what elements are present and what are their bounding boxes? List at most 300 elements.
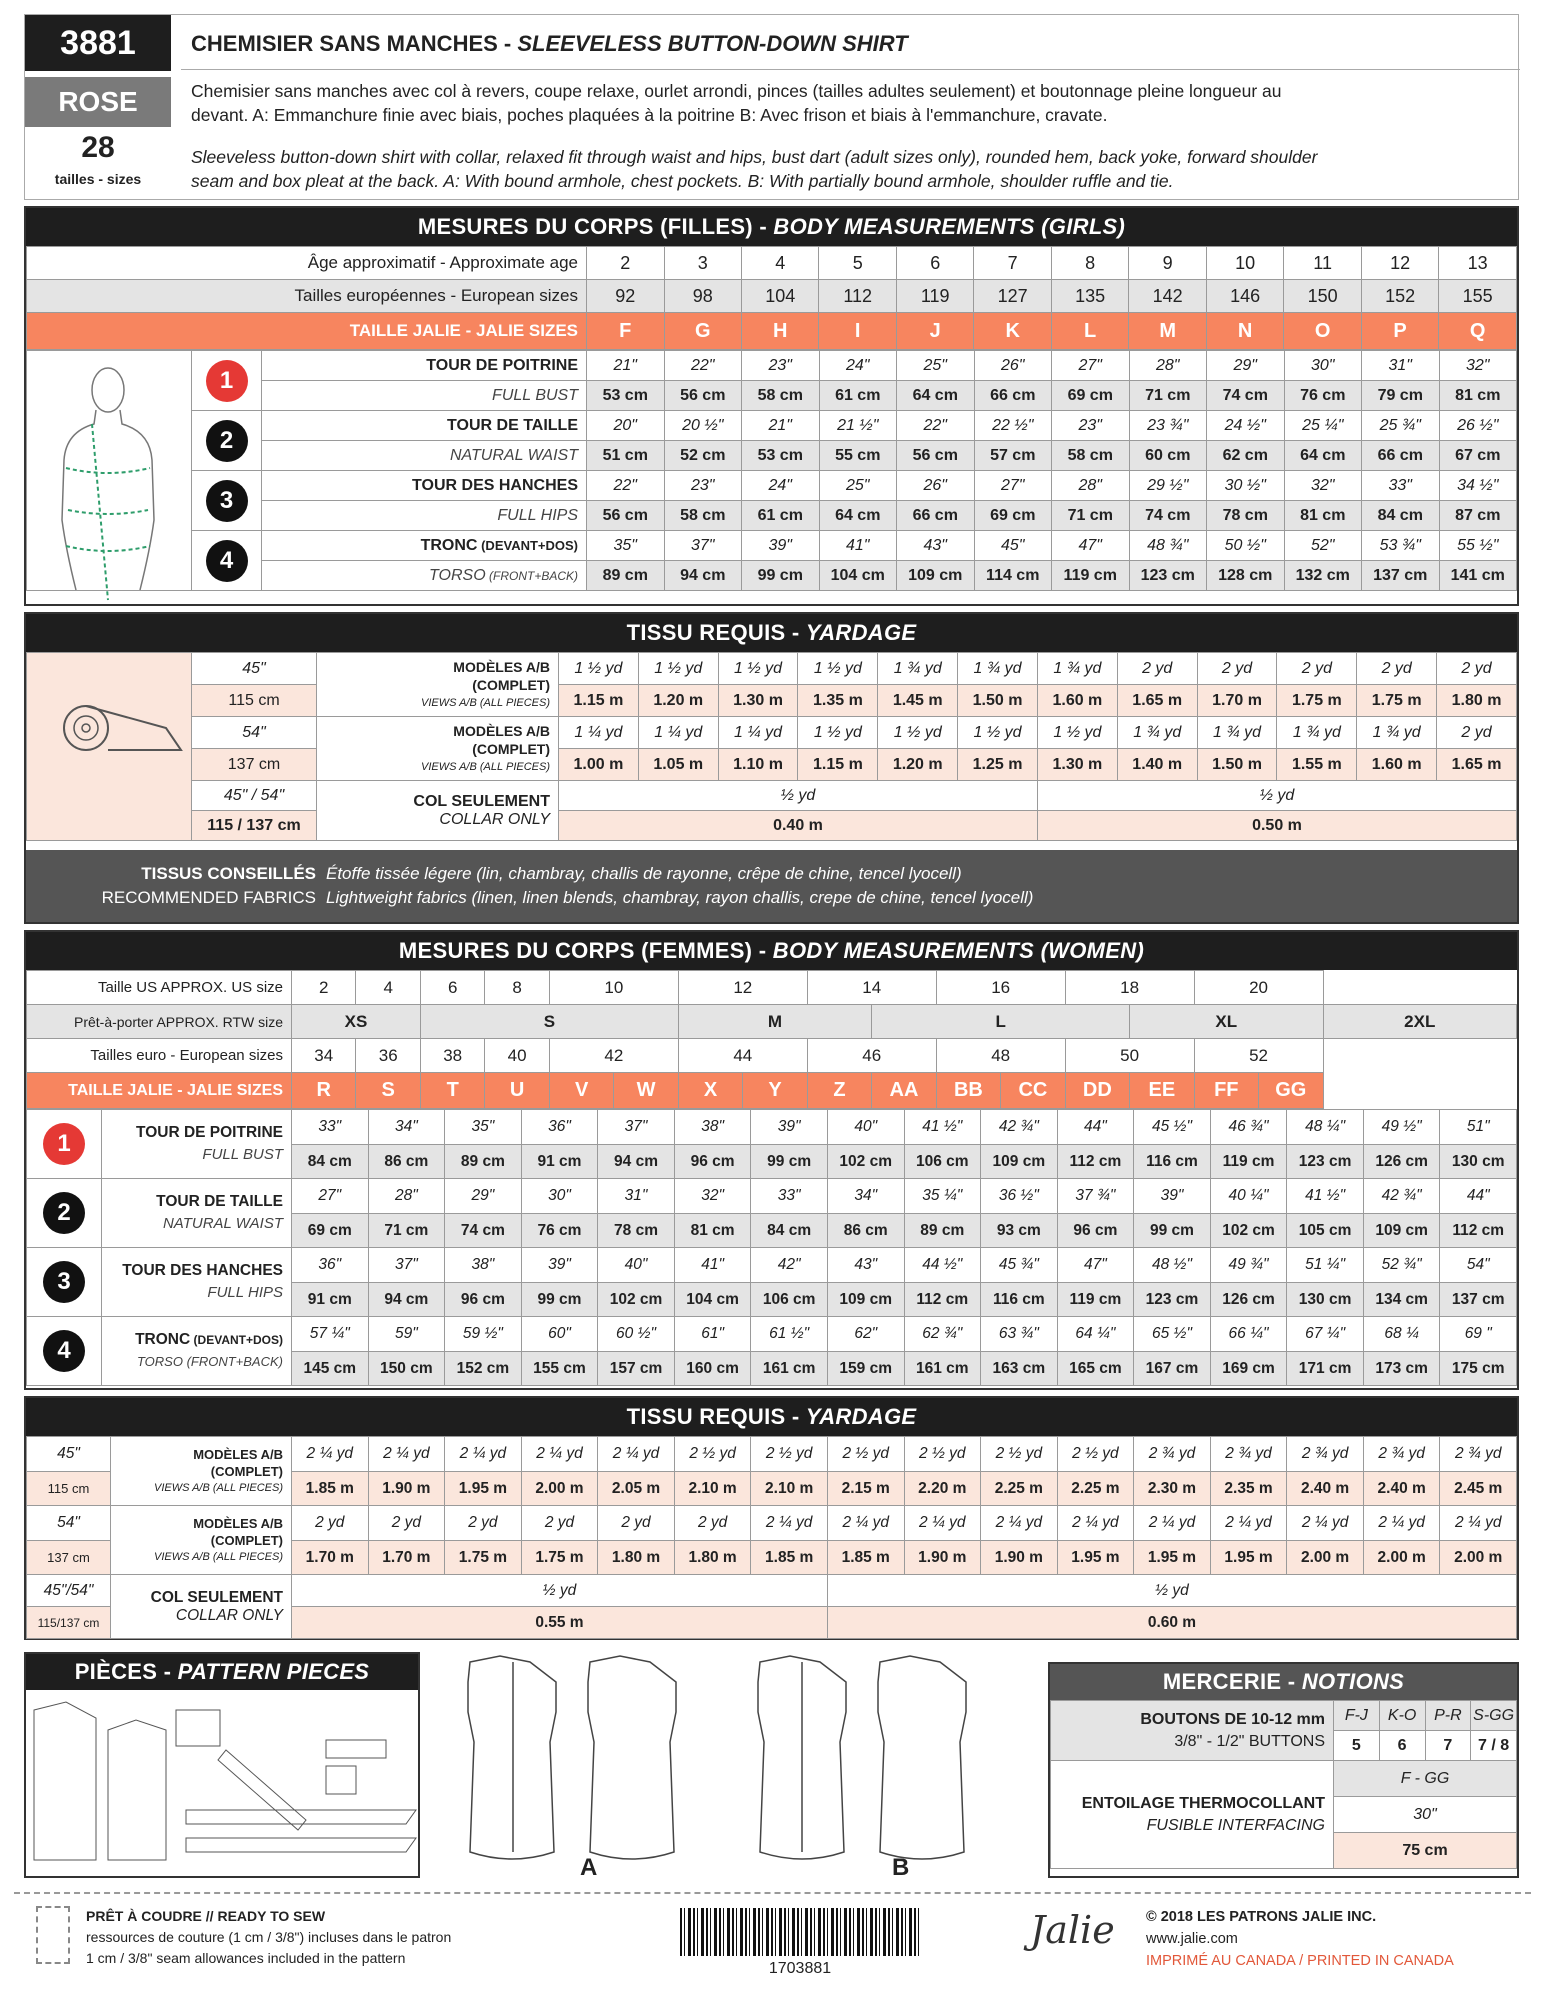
- women-yardage-m-cell: 2.45 m: [1440, 1472, 1517, 1506]
- girls-cm-cell: 128 cm: [1207, 561, 1285, 591]
- girls-inch-cell: 27": [1052, 351, 1130, 381]
- fabrics-en: Lightweight fabrics (linen, linen blends, chambray, rayon challis, crepe de chine, tencel lyocell): [326, 888, 1034, 907]
- girls-cm-cell: 81 cm: [1284, 501, 1362, 531]
- women-yardage-m-cell: 2.10 m: [674, 1472, 751, 1506]
- girls-cm-cell: 74 cm: [1129, 501, 1207, 531]
- women-cm-cell: 105 cm: [1287, 1214, 1364, 1248]
- description-fr: [191, 79, 1511, 127]
- girls-inch-cell: 45": [974, 531, 1052, 561]
- women-inch-cell: 28": [368, 1179, 445, 1214]
- girls-cm-cell: 123 cm: [1129, 561, 1207, 591]
- girls-cm-cell: 137 cm: [1362, 561, 1440, 591]
- collar-yd-1: ½ yd: [292, 1575, 828, 1607]
- measurement-1-badge: 1: [43, 1123, 85, 1165]
- women-rows: [26, 1109, 1517, 1386]
- women-cm-cell: 86 cm: [368, 1145, 445, 1179]
- girls-cm-cell: 132 cm: [1284, 561, 1362, 591]
- girls-cm-cell: 62 cm: [1207, 441, 1285, 471]
- girls-yardage-table: [24, 612, 1519, 924]
- girls-inch-cell: 23": [742, 351, 820, 381]
- view-b-label: B: [892, 1854, 910, 1881]
- girls-cm-cell: 67 cm: [1439, 441, 1517, 471]
- girls-inch-cell: 24": [819, 351, 897, 381]
- measurement-label-en: TORSO (FRONT+BACK): [262, 561, 587, 591]
- girls-inch-cell: 22": [897, 411, 975, 441]
- desc-en-line1: Sleeveless button-down shirt with collar, relaxed fit through waist and hips, bust dart (adult sizes only), rounded hem, back yoke, forward shoulder: [191, 147, 1318, 167]
- women-yardage-m-cell: 1.75 m: [445, 1541, 522, 1575]
- girls-yardage-m-cell: 1.20 m: [878, 749, 958, 781]
- girls-inch-cell: 41": [819, 531, 897, 561]
- women-inch-cell: 68 ¼: [1363, 1317, 1440, 1352]
- women-cm-cell: 150 cm: [368, 1352, 445, 1386]
- us-size-cell: 8: [485, 971, 549, 1005]
- girls-yardage-yd-cell: 1 ¾ yd: [1277, 717, 1357, 749]
- girls-cm-cell: 64 cm: [819, 501, 897, 531]
- us-size-cell: 4: [356, 971, 420, 1005]
- women-inch-cell: 60": [521, 1317, 598, 1352]
- women-jalie-cell: FF: [1194, 1073, 1258, 1109]
- girls-yardage-yd-cell: 2 yd: [1117, 653, 1197, 685]
- women-inch-cell: 62": [827, 1317, 904, 1352]
- women-inch-cell: 36": [521, 1110, 598, 1145]
- recommended-fabrics: [26, 850, 1517, 922]
- girls-inch-cell: 24 ½": [1207, 411, 1285, 441]
- women-inch-cell: 61 ½": [751, 1317, 828, 1352]
- girls-inch-cell: 22": [587, 471, 665, 501]
- women-inch-cell: 33": [751, 1179, 828, 1214]
- women-cm-cell: 161 cm: [751, 1352, 828, 1386]
- girls-yardage-m-cell: 1.70 m: [1197, 685, 1277, 717]
- women-yardage-m-cell: 2.15 m: [827, 1472, 904, 1506]
- women-cm-cell: 94 cm: [368, 1283, 445, 1317]
- girls-cm-cell: 66 cm: [897, 501, 975, 531]
- women-yardage-yd-cell: 2 ½ yd: [674, 1437, 751, 1472]
- website-link[interactable]: www.jalie.com: [1146, 1931, 1238, 1947]
- women-yardage-yd-cell: 2 ¼ yd: [445, 1437, 522, 1472]
- women-yardage-m-cell: 1.90 m: [368, 1472, 445, 1506]
- measurement-number-cell: [192, 351, 262, 411]
- girls-euro-cell: 112: [819, 280, 896, 313]
- women-yardage-rows: [26, 1436, 1517, 1639]
- women-cm-cell: 112 cm: [904, 1283, 981, 1317]
- girls-yardage-m-cell: 1.35 m: [798, 685, 878, 717]
- girls-cm-cell: 71 cm: [1052, 501, 1130, 531]
- button-range: S-GG: [1471, 1701, 1517, 1731]
- girls-cm-cell: 94 cm: [664, 561, 742, 591]
- fabric-roll-icon: [36, 658, 196, 798]
- women-cm-cell: 94 cm: [598, 1145, 675, 1179]
- pattern-pieces-diagram: [26, 1690, 418, 1876]
- girls-euro-cell: 98: [664, 280, 741, 313]
- women-yardage-yd-cell: 2 ½ yd: [904, 1437, 981, 1472]
- women-cm-cell: 96 cm: [445, 1283, 522, 1317]
- interfacing-label-en: FUSIBLE INTERFACING: [1146, 1816, 1325, 1834]
- women-yardage-yd-cell: 2 ¼ yd: [1210, 1506, 1287, 1541]
- fabric-width-cm: 115 cm: [192, 685, 317, 717]
- girls-cm-cell: 61 cm: [819, 381, 897, 411]
- us-size-cell: 14: [807, 971, 936, 1005]
- measurement-label-en: FULL HIPS: [262, 501, 587, 531]
- fabrics-label-en: RECOMMENDED FABRICS: [101, 888, 316, 907]
- women-cm-cell: 86 cm: [827, 1214, 904, 1248]
- girls-inch-cell: 39": [742, 531, 820, 561]
- women-inch-cell: 35": [445, 1110, 522, 1145]
- women-yardage-yd-cell: 2 yd: [368, 1506, 445, 1541]
- women-yardage-yd-cell: 2 ½ yd: [1057, 1437, 1134, 1472]
- us-size-cell: 18: [1065, 971, 1194, 1005]
- girls-cm-cell: 52 cm: [664, 441, 742, 471]
- jalie-size-label: TAILLE JALIE - JALIE SIZES: [27, 1073, 292, 1109]
- girls-inch-cell: 28": [1129, 351, 1207, 381]
- girls-cm-cell: 69 cm: [1052, 381, 1130, 411]
- girls-yardage-title: TISSU REQUIS - YARDAGE: [26, 614, 1517, 652]
- footer-divider: [14, 1892, 1531, 1894]
- women-cm-cell: 155 cm: [521, 1352, 598, 1386]
- women-cm-cell: 104 cm: [674, 1283, 751, 1317]
- interfacing-cm: 75 cm: [1334, 1833, 1517, 1869]
- girls-yardage-yd-cell: 1 ½ yd: [878, 717, 958, 749]
- women-cm-cell: 169 cm: [1210, 1352, 1287, 1386]
- women-inch-cell: 41": [674, 1248, 751, 1283]
- women-inch-cell: 51": [1440, 1110, 1517, 1145]
- women-yardage-yd-cell: 2 ¼ yd: [1057, 1506, 1134, 1541]
- women-inch-cell: 45 ½": [1134, 1110, 1211, 1145]
- girls-cm-cell: 58 cm: [664, 501, 742, 531]
- women-cm-cell: 106 cm: [751, 1283, 828, 1317]
- women-cm-cell: 102 cm: [598, 1283, 675, 1317]
- girls-inch-cell: 32": [1284, 471, 1362, 501]
- women-cm-cell: 161 cm: [904, 1352, 981, 1386]
- women-inch-cell: 40 ¼": [1210, 1179, 1287, 1214]
- girls-inch-cell: 31": [1362, 351, 1440, 381]
- women-cm-cell: 109 cm: [981, 1145, 1058, 1179]
- women-inch-cell: 33": [292, 1110, 369, 1145]
- girls-inch-cell: 25 ¾": [1362, 411, 1440, 441]
- girls-yardage-rows: [26, 652, 1517, 841]
- measurement-3-badge: 3: [43, 1261, 85, 1303]
- women-yardage-yd-cell: 2 ½ yd: [981, 1437, 1058, 1472]
- women-inch-cell: 42 ¾": [981, 1110, 1058, 1145]
- ready-to-sew: [86, 1906, 451, 1969]
- women-jalie-cell: S: [356, 1073, 420, 1109]
- women-cm-cell: 119 cm: [1210, 1145, 1287, 1179]
- girls-yardage-yd-cell: 2 yd: [1437, 717, 1517, 749]
- women-cm-cell: 134 cm: [1363, 1283, 1440, 1317]
- interfacing-range: F - GG: [1334, 1761, 1517, 1797]
- desc-en-line2: seam and box pleat at the back. A: With bound armhole, chest pockets. B: With partially bound armhole, shoulder ruffle and tie.: [191, 171, 1174, 191]
- women-inch-cell: 39": [751, 1110, 828, 1145]
- women-cm-cell: 91 cm: [521, 1145, 598, 1179]
- women-yardage-m-cell: 2.25 m: [1057, 1472, 1134, 1506]
- girls-yardage-m-cell: 1.00 m: [559, 749, 639, 781]
- girls-inch-cell: 30": [1284, 351, 1362, 381]
- girls-inch-cell: 29 ½": [1129, 471, 1207, 501]
- women-yardage-yd-cell: 2 ¾ yd: [1363, 1437, 1440, 1472]
- collar-yd-2: ½ yd: [1037, 781, 1516, 811]
- button-range: P-R: [1425, 1701, 1471, 1731]
- girls-yardage-m-cell: 1.15 m: [798, 749, 878, 781]
- women-cm-cell: 145 cm: [292, 1352, 369, 1386]
- girls-inch-cell: 23": [664, 471, 742, 501]
- pattern-name: ROSE: [25, 77, 171, 127]
- buttons-label-fr: BOUTONS DE 10-12 mm: [1140, 1710, 1325, 1728]
- women-yardage-m-cell: 1.85 m: [827, 1541, 904, 1575]
- girls-inch-cell: 50 ½": [1207, 531, 1285, 561]
- buttons-label-en: 3/8" - 1/2" BUTTONS: [1174, 1732, 1325, 1750]
- measurement-number-cell: [27, 1110, 102, 1179]
- collar-yd-2: ½ yd: [827, 1575, 1516, 1607]
- girls-inch-cell: 52": [1284, 531, 1362, 561]
- measurement-label: TOUR DE POITRINE FULL BUST: [102, 1110, 292, 1179]
- girls-inch-cell: 22": [664, 351, 742, 381]
- women-jalie-cell: T: [420, 1073, 484, 1109]
- women-inch-cell: 69 ": [1440, 1317, 1517, 1352]
- women-yardage-m-cell: 1.95 m: [1134, 1541, 1211, 1575]
- women-yardage-yd-cell: 2 yd: [292, 1506, 369, 1541]
- rtw-size-cell: L: [872, 1005, 1130, 1039]
- women-jalie-cell: DD: [1065, 1073, 1129, 1109]
- girls-cm-cell: 61 cm: [742, 501, 820, 531]
- women-yardage-m-cell: 2.00 m: [1363, 1541, 1440, 1575]
- title: [191, 31, 908, 57]
- girls-yardage-m-cell: 1.50 m: [958, 685, 1038, 717]
- women-inch-cell: 52 ¾": [1363, 1248, 1440, 1283]
- barcode: [680, 1908, 920, 1956]
- girls-euro-cell: 152: [1361, 280, 1438, 313]
- girls-cm-cell: 66 cm: [1362, 441, 1440, 471]
- girls-cm-cell: 55 cm: [819, 441, 897, 471]
- women-cm-cell: 126 cm: [1363, 1145, 1440, 1179]
- seam-allowance-en: 1 cm / 3/8" seam allowances included in the pattern: [86, 1950, 406, 1966]
- measurement-label-fr: TOUR DE TAILLE: [262, 411, 587, 441]
- women-cm-cell: 112 cm: [1057, 1145, 1134, 1179]
- women-inch-cell: 36 ½": [981, 1179, 1058, 1214]
- girls-inch-cell: 25": [819, 471, 897, 501]
- women-yardage-yd-cell: 2 yd: [674, 1506, 751, 1541]
- women-cm-cell: 78 cm: [598, 1214, 675, 1248]
- women-yardage-m-cell: 2.25 m: [981, 1472, 1058, 1506]
- women-yardage-m-cell: 2.35 m: [1210, 1472, 1287, 1506]
- women-cm-cell: 123 cm: [1287, 1145, 1364, 1179]
- women-inch-cell: 47": [1057, 1248, 1134, 1283]
- girls-yardage-yd-cell: 1 ½ yd: [958, 717, 1038, 749]
- women-cm-cell: 91 cm: [292, 1283, 369, 1317]
- girls-cm-cell: 84 cm: [1362, 501, 1440, 531]
- women-jalie-cell: Y: [743, 1073, 807, 1109]
- measurement-label-fr: TOUR DES HANCHES: [262, 471, 587, 501]
- women-cm-cell: 81 cm: [674, 1214, 751, 1248]
- women-cm-cell: 126 cm: [1210, 1283, 1287, 1317]
- girls-inch-cell: 24": [742, 471, 820, 501]
- girls-yardage-m-cell: 1.60 m: [1037, 685, 1117, 717]
- girls-cm-cell: 58 cm: [1052, 441, 1130, 471]
- girls-yardage-m-cell: 1.05 m: [638, 749, 718, 781]
- measurement-label-fr: TOUR DE POITRINE: [262, 351, 587, 381]
- women-yardage-yd-cell: 2 ¼ yd: [1134, 1506, 1211, 1541]
- girls-yardage-yd-cell: 1 ¾ yd: [1197, 717, 1277, 749]
- euro-size-cell: 36: [356, 1039, 420, 1073]
- women-yardage-m-cell: 2.40 m: [1363, 1472, 1440, 1506]
- euro-size-cell: 48: [936, 1039, 1065, 1073]
- girls-jalie-cell: J: [896, 313, 973, 350]
- women-inch-cell: 63 ¾": [981, 1317, 1058, 1352]
- button-count: 5: [1334, 1731, 1380, 1761]
- button-count: 6: [1379, 1731, 1425, 1761]
- measurement-number-cell: [192, 531, 262, 591]
- girls-cm-cell: 69 cm: [974, 501, 1052, 531]
- women-cm-cell: 171 cm: [1287, 1352, 1364, 1386]
- women-inch-cell: 34": [827, 1179, 904, 1214]
- women-inch-cell: 37": [368, 1248, 445, 1283]
- euro-size-cell: 44: [678, 1039, 807, 1073]
- women-yardage-m-cell: 1.95 m: [445, 1472, 522, 1506]
- women-inch-cell: 48 ½": [1134, 1248, 1211, 1283]
- collar-yd-1: ½ yd: [559, 781, 1038, 811]
- women-jalie-cell: V: [549, 1073, 613, 1109]
- rtw-size-cell: M: [678, 1005, 871, 1039]
- views-illustration: [430, 1652, 1030, 1882]
- barcode-number: 1703881: [768, 1960, 832, 1977]
- pattern-number: 3881: [25, 15, 171, 71]
- collar-label: COL SEULEMENT COLLAR ONLY: [111, 1575, 292, 1639]
- women-cm-cell: 84 cm: [292, 1145, 369, 1179]
- women-yardage-yd-cell: 2 ¼ yd: [1440, 1506, 1517, 1541]
- girls-inch-cell: 53 ¾": [1362, 531, 1440, 561]
- girls-ages-cell: 11: [1284, 247, 1361, 280]
- girls-cm-cell: 99 cm: [742, 561, 820, 591]
- girls-ages-cell: 10: [1206, 247, 1283, 280]
- women-inch-cell: 37": [598, 1110, 675, 1145]
- girls-euro-cell: 155: [1439, 280, 1517, 313]
- girls-yardage-m-cell: 1.30 m: [1037, 749, 1117, 781]
- women-inch-cell: 29": [445, 1179, 522, 1214]
- women-inch-cell: 42": [751, 1248, 828, 1283]
- women-yardage-yd-cell: 2 ¼ yd: [1363, 1506, 1440, 1541]
- interfacing-inches: 30": [1334, 1797, 1517, 1833]
- women-cm-cell: 159 cm: [827, 1352, 904, 1386]
- girls-yardage-yd-cell: 1 ½ yd: [798, 717, 878, 749]
- fabrics-label-fr: TISSUS CONSEILLÉS: [141, 864, 316, 883]
- women-jalie-cell: X: [678, 1073, 742, 1109]
- girls-jalie-cell: K: [974, 313, 1051, 350]
- girls-measurements-title: MESURES DU CORPS (FILLES) - BODY MEASUREMENTS (GIRLS): [26, 208, 1517, 246]
- euro-size-cell: 38: [420, 1039, 484, 1073]
- women-yardage-yd-cell: 2 ¼ yd: [904, 1506, 981, 1541]
- notions-panel: [1048, 1662, 1519, 1878]
- women-yardage-m-cell: 2.00 m: [521, 1472, 598, 1506]
- girls-cm-cell: 57 cm: [974, 441, 1052, 471]
- header: [24, 14, 1519, 200]
- rtw-size-cell: XS: [292, 1005, 421, 1039]
- women-cm-cell: 96 cm: [1057, 1214, 1134, 1248]
- women-yardage-yd-cell: 2 ¾ yd: [1134, 1437, 1211, 1472]
- women-yardage-m-cell: 2.00 m: [1287, 1541, 1364, 1575]
- euro-size-cell: 34: [292, 1039, 356, 1073]
- rtw-size-cell: XL: [1130, 1005, 1323, 1039]
- fabric-width-in: 54": [192, 717, 317, 749]
- title-fr: CHEMISIER SANS MANCHES -: [191, 31, 518, 56]
- button-range: F-J: [1334, 1701, 1380, 1731]
- girls-euro-cell: 150: [1284, 280, 1361, 313]
- women-inch-cell: 41 ½": [1287, 1179, 1364, 1214]
- girls-yardage-m-cell: 1.75 m: [1277, 685, 1357, 717]
- women-cm-cell: 84 cm: [751, 1214, 828, 1248]
- measurement-number-cell: [27, 1317, 102, 1386]
- women-inch-cell: 44": [1057, 1110, 1134, 1145]
- rtw-size-cell: 2XL: [1323, 1005, 1517, 1039]
- copyright: © 2018 LES PATRONS JALIE INC.: [1146, 1909, 1377, 1925]
- footer-info: [1146, 1906, 1454, 1972]
- girls-inch-cell: 23 ¾": [1129, 411, 1207, 441]
- girls-inch-cell: 34 ½": [1439, 471, 1517, 501]
- women-inch-cell: 59 ½": [445, 1317, 522, 1352]
- women-cm-cell: 160 cm: [674, 1352, 751, 1386]
- girls-cm-cell: 53 cm: [742, 441, 820, 471]
- women-inch-cell: 44": [1440, 1179, 1517, 1214]
- girls-inch-cell: 20 ½": [664, 411, 742, 441]
- women-inch-cell: 40": [827, 1110, 904, 1145]
- girls-yardage-m-cell: 1.40 m: [1117, 749, 1197, 781]
- women-yardage-m-cell: 2.05 m: [598, 1472, 675, 1506]
- girls-cm-cell: 56 cm: [897, 441, 975, 471]
- women-cm-cell: 76 cm: [521, 1214, 598, 1248]
- women-cm-cell: 102 cm: [827, 1145, 904, 1179]
- girls-yardage-m-cell: 1.15 m: [559, 685, 639, 717]
- women-yardage-yd-cell: 2 ¼ yd: [598, 1437, 675, 1472]
- measurement-3-badge: 3: [206, 480, 248, 522]
- women-inch-cell: 38": [445, 1248, 522, 1283]
- girls-inch-cell: 37": [664, 531, 742, 561]
- girls-cm-cell: 66 cm: [974, 381, 1052, 411]
- girls-yardage-yd-cell: 2 yd: [1197, 653, 1277, 685]
- collar-width-cm: 115 / 137 cm: [192, 811, 317, 841]
- girls-yardage-m-cell: 1.55 m: [1277, 749, 1357, 781]
- girls-cm-cell: 119 cm: [1052, 561, 1130, 591]
- girls-cm-cell: 53 cm: [587, 381, 665, 411]
- girls-ages-cell: 5: [819, 247, 896, 280]
- women-inch-cell: 37 ¾": [1057, 1179, 1134, 1214]
- measurement-number-cell: [192, 471, 262, 531]
- us-size-cell: 2: [292, 971, 356, 1005]
- girls-inch-cell: 35": [587, 531, 665, 561]
- sizes-count: 28: [81, 131, 115, 164]
- girls-ages-cell: 6: [896, 247, 973, 280]
- women-jalie-cell: R: [292, 1073, 356, 1109]
- measurement-label: TOUR DES HANCHES FULL HIPS: [102, 1248, 292, 1317]
- girls-jalie-cell: F: [587, 313, 664, 350]
- girls-ages-cell: 13: [1439, 247, 1517, 280]
- women-cm-cell: 99 cm: [1134, 1214, 1211, 1248]
- women-cm-cell: 99 cm: [751, 1145, 828, 1179]
- girls-yardage-yd-cell: 1 ¼ yd: [718, 717, 798, 749]
- women-jalie-cell: Z: [807, 1073, 871, 1109]
- collar-m-1: 0.55 m: [292, 1607, 828, 1639]
- women-yardage-yd-cell: 2 ¼ yd: [751, 1506, 828, 1541]
- girls-yardage-yd-cell: 1 ½ yd: [1037, 717, 1117, 749]
- women-inch-cell: 60 ½": [598, 1317, 675, 1352]
- measurement-2-badge: 2: [43, 1192, 85, 1234]
- women-jalie-cell: EE: [1130, 1073, 1194, 1109]
- girls-ages-cell: 9: [1129, 247, 1206, 280]
- girls-euro-cell: 119: [896, 280, 973, 313]
- measurement-label: TOUR DE TAILLE NATURAL WAIST: [102, 1179, 292, 1248]
- women-yardage-yd-cell: 2 ¼ yd: [981, 1506, 1058, 1541]
- girls-cm-cell: 58 cm: [742, 381, 820, 411]
- women-jalie-cell: W: [614, 1073, 678, 1109]
- jalie-size-label: TAILLE JALIE - JALIE SIZES: [27, 313, 587, 350]
- us-size-label: Taille US APPROX. US size: [27, 971, 292, 1005]
- pattern-pieces-panel: [24, 1652, 420, 1878]
